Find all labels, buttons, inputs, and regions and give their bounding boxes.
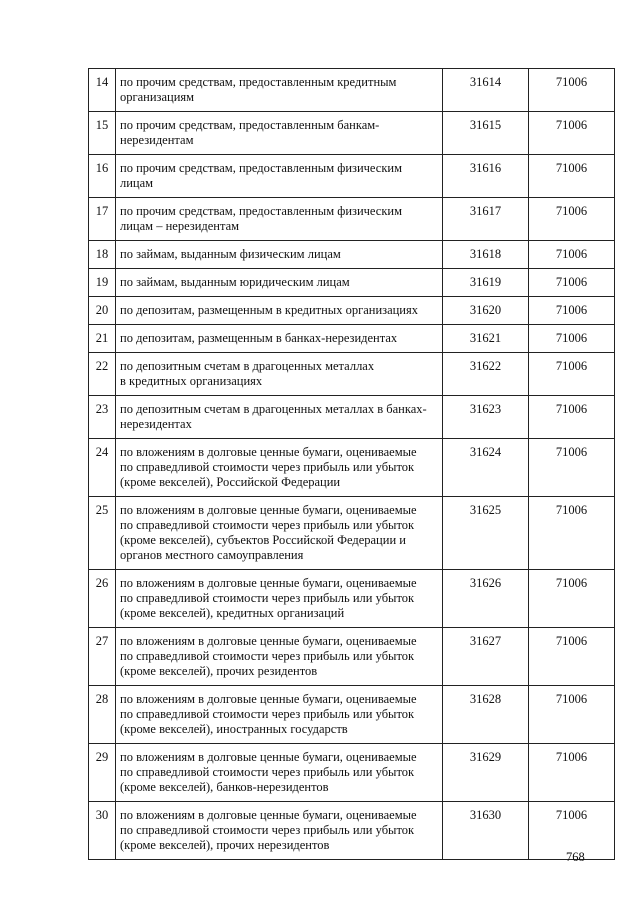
description-line: по прочим средствам, предоставленным физическим — [120, 161, 403, 175]
row-number: 14 — [89, 69, 116, 112]
row-number: 23 — [89, 396, 116, 439]
row-number: 16 — [89, 155, 116, 198]
description-line: по вложениям в долговые ценные бумаги, оцениваемые — [120, 634, 417, 648]
description-line: по прочим средствам, предоставленным банкам- — [120, 118, 380, 132]
table-row — [89, 69, 615, 112]
description-line: по вложениям в долговые ценные бумаги, оцениваемые — [120, 503, 417, 517]
symbol-code: 71006 — [529, 628, 615, 686]
description-line: лицам – нерезидентам — [120, 219, 240, 233]
row-description — [116, 69, 443, 112]
account-code: 31618 — [443, 241, 529, 269]
row-description — [116, 497, 443, 570]
description-line: нерезидентам — [120, 133, 194, 147]
description-line: по справедливой стоимости через прибыль или убыток — [120, 591, 415, 605]
description-line: по справедливой стоимости через прибыль или убыток — [120, 823, 415, 837]
row-number: 26 — [89, 570, 116, 628]
table-row — [89, 241, 615, 269]
symbol-code: 71006 — [529, 297, 615, 325]
description-line: лицам — [120, 176, 154, 190]
table-row — [89, 497, 615, 570]
row-description — [116, 686, 443, 744]
row-description — [116, 297, 443, 325]
description-line: (кроме векселей), прочих нерезидентов — [120, 838, 330, 852]
row-number: 25 — [89, 497, 116, 570]
description-line: по займам, выданным юридическим лицам — [120, 275, 350, 289]
symbol-code: 71006 — [529, 744, 615, 802]
description-line: (кроме векселей), иностранных государств — [120, 722, 348, 736]
row-description — [116, 570, 443, 628]
description-line: по депозитным счетам в драгоценных металлах — [120, 359, 375, 373]
row-description — [116, 198, 443, 241]
row-number: 24 — [89, 439, 116, 497]
table-row — [89, 802, 615, 860]
account-code: 31628 — [443, 686, 529, 744]
account-code: 31624 — [443, 439, 529, 497]
table-row — [89, 744, 615, 802]
symbol-code: 71006 — [529, 325, 615, 353]
table-row — [89, 396, 615, 439]
description-line: по вложениям в долговые ценные бумаги, оцениваемые — [120, 692, 417, 706]
row-number: 22 — [89, 353, 116, 396]
symbol-code: 71006 — [529, 396, 615, 439]
row-number: 21 — [89, 325, 116, 353]
account-code: 31615 — [443, 112, 529, 155]
description-line: по справедливой стоимости через прибыль или убыток — [120, 707, 415, 721]
description-line: по вложениям в долговые ценные бумаги, оцениваемые — [120, 808, 417, 822]
row-number: 30 — [89, 802, 116, 860]
account-code: 31621 — [443, 325, 529, 353]
table-row — [89, 628, 615, 686]
description-line: по займам, выданным физическим лицам — [120, 247, 341, 261]
table-body — [89, 69, 615, 860]
symbol-code: 71006 — [529, 198, 615, 241]
description-line: по депозитным счетам в драгоценных металлах в банках- — [120, 402, 427, 416]
table-row — [89, 686, 615, 744]
account-code: 31617 — [443, 198, 529, 241]
description-line: по справедливой стоимости через прибыль или убыток — [120, 460, 415, 474]
description-line: по справедливой стоимости через прибыль или убыток — [120, 765, 415, 779]
account-code: 31614 — [443, 69, 529, 112]
row-description — [116, 112, 443, 155]
table-row — [89, 570, 615, 628]
symbol-code: 71006 — [529, 353, 615, 396]
row-number: 27 — [89, 628, 116, 686]
row-number: 20 — [89, 297, 116, 325]
table-row — [89, 112, 615, 155]
row-description — [116, 744, 443, 802]
table-row — [89, 439, 615, 497]
description-line: по справедливой стоимости через прибыль или убыток — [120, 518, 415, 532]
row-number: 29 — [89, 744, 116, 802]
description-line: по вложениям в долговые ценные бумаги, оцениваемые — [120, 576, 417, 590]
row-description — [116, 155, 443, 198]
table-row — [89, 269, 615, 297]
description-line: в кредитных организациях — [120, 374, 263, 388]
account-code: 31620 — [443, 297, 529, 325]
row-number: 15 — [89, 112, 116, 155]
description-line: по вложениям в долговые ценные бумаги, оцениваемые — [120, 750, 417, 764]
description-line: нерезидентах — [120, 417, 192, 431]
row-description — [116, 439, 443, 497]
description-line: организациям — [120, 90, 195, 104]
row-number: 18 — [89, 241, 116, 269]
description-line: (кроме векселей), субъектов Российской Федерации и — [120, 533, 406, 547]
account-code: 31629 — [443, 744, 529, 802]
symbol-code: 71006 — [529, 570, 615, 628]
account-code: 31630 — [443, 802, 529, 860]
accounts-table — [88, 68, 615, 860]
symbol-code: 71006 — [529, 497, 615, 570]
symbol-code: 71006 — [529, 112, 615, 155]
symbol-code: 71006 — [529, 686, 615, 744]
description-line: (кроме векселей), Российской Федерации — [120, 475, 341, 489]
page-number: 768 — [566, 850, 585, 864]
symbol-code: 71006 — [529, 269, 615, 297]
account-code: 31616 — [443, 155, 529, 198]
row-description — [116, 269, 443, 297]
account-code: 31626 — [443, 570, 529, 628]
account-code: 31619 — [443, 269, 529, 297]
table-row — [89, 353, 615, 396]
description-line: по справедливой стоимости через прибыль или убыток — [120, 649, 415, 663]
symbol-code: 71006 — [529, 241, 615, 269]
table-row — [89, 155, 615, 198]
row-description — [116, 396, 443, 439]
description-line: органов местного самоуправления — [120, 548, 304, 562]
row-description — [116, 628, 443, 686]
description-line: (кроме векселей), прочих резидентов — [120, 664, 318, 678]
description-line: (кроме векселей), кредитных организаций — [120, 606, 345, 620]
description-line: (кроме векселей), банков-нерезидентов — [120, 780, 329, 794]
table-row — [89, 325, 615, 353]
row-description — [116, 353, 443, 396]
description-line: по депозитам, размещенным в кредитных организациях — [120, 303, 418, 317]
table-row — [89, 198, 615, 241]
symbol-code: 71006 — [529, 439, 615, 497]
account-code: 31625 — [443, 497, 529, 570]
symbol-code: 71006 — [529, 69, 615, 112]
table-row — [89, 297, 615, 325]
account-code: 31623 — [443, 396, 529, 439]
row-number: 28 — [89, 686, 116, 744]
description-line: по вложениям в долговые ценные бумаги, оцениваемые — [120, 445, 417, 459]
description-line: по прочим средствам, предоставленным физическим — [120, 204, 403, 218]
description-line: по прочим средствам, предоставленным кредитным — [120, 75, 397, 89]
symbol-code: 71006 — [529, 802, 615, 860]
symbol-code: 71006 — [529, 155, 615, 198]
description-line: по депозитам, размещенным в банках-нерезидентах — [120, 331, 398, 345]
account-code: 31622 — [443, 353, 529, 396]
row-number: 19 — [89, 269, 116, 297]
account-code: 31627 — [443, 628, 529, 686]
row-description — [116, 325, 443, 353]
row-number: 17 — [89, 198, 116, 241]
row-description — [116, 241, 443, 269]
row-description — [116, 802, 443, 860]
